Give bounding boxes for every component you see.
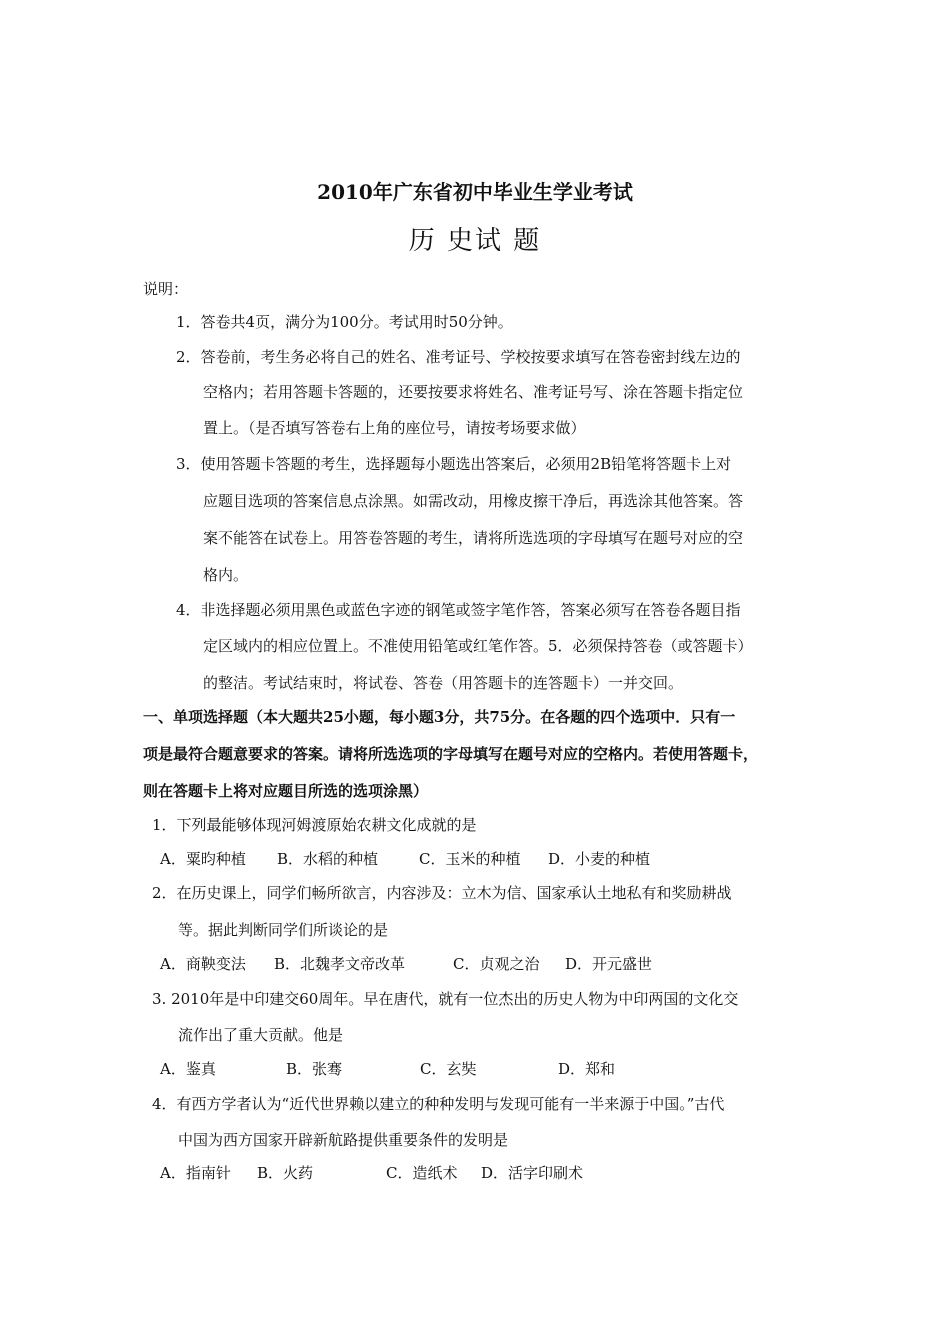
instruction-line: 2．答卷前，考生务必将自己的姓名、准考证号、学校按要求填写在答卷密封线左边的 — [176, 348, 741, 366]
option-a: A．粟昀种植 — [160, 850, 246, 868]
question-stem: 2．在历史课上，同学们畅所欲言，内容涉及：立木为信、国家承认土地私有和奖励耕战 — [152, 884, 732, 902]
option-d: D．郑和 — [558, 1060, 616, 1078]
option-b: B．火药 — [257, 1164, 314, 1182]
question-stem: 4．有西方学者认为“近代世界赖以建立的种种发明与发现可能有一半来源于中国。”古代 — [152, 1095, 725, 1113]
question-stem: 中国为西方国家开辟新航路提供重要条件的发明是 — [178, 1131, 509, 1149]
option-c: C．玄奘 — [420, 1060, 477, 1078]
instruction-line: 格内。 — [203, 566, 249, 584]
option-d: D．活字印刷术 — [481, 1164, 584, 1182]
option-c: C．贞观之治 — [453, 955, 540, 973]
question-stem: 1．下列最能够体现河姆渡原始农耕文化成就的是 — [152, 816, 477, 834]
instructions-label: 说明： — [143, 280, 189, 298]
option-b: B．北魏孝文帝改革 — [274, 955, 406, 973]
option-d: D．小麦的种植 — [548, 850, 651, 868]
option-a: A．商鞅变法 — [160, 955, 246, 973]
option-c: C．玉米的种植 — [419, 850, 521, 868]
question-stem: 等。据此判断同学们所谈论的是 — [178, 921, 389, 939]
instruction-line: 定区域内的相应位置上。不准使用铅笔或红笔作答。5．必须保持答卷（或答题卡） — [203, 637, 753, 655]
instruction-line: 1．答卷共4页，满分为100分。考试用时50分钟。 — [176, 313, 513, 331]
option-b: B．水稻的种植 — [277, 850, 379, 868]
option-c: C．造纸术 — [386, 1164, 458, 1182]
question-stem: 3. 2010年是中印建交60周年。早在唐代，就有一位杰出的历史人物为中印两国的文化交 — [152, 990, 739, 1008]
instruction-line: 空格内；若用答题卡答题的，还要按要求将姓名、准考证号写、涂在答题卡指定位 — [203, 383, 744, 401]
instruction-line: 4．非选择题必须用黑色或蓝色字迹的钢笔或签字笔作答，答案必须写在答卷各题目指 — [176, 601, 741, 619]
option-d: D．开元盛世 — [565, 955, 653, 973]
instruction-line: 3．使用答题卡答题的考生，选择题每小题选出答案后，必须用2B铅笔将答题卡上对 — [176, 455, 732, 473]
exam-title: 2010年广东省初中毕业生学业考试 — [317, 180, 633, 204]
option-a: A．鉴真 — [160, 1060, 216, 1078]
instruction-line: 的整洁。考试结束时，将试卷、答卷（用答题卡的连答题卡）一并交回。 — [203, 674, 684, 692]
exam-subtitle: 历 史试 题 — [408, 226, 542, 256]
question-stem: 流作出了重大贡献。他是 — [178, 1026, 344, 1044]
instruction-line: 案不能答在试卷上。用答卷答题的考生，请将所选选项的字母填写在题号对应的空 — [203, 529, 744, 547]
section-heading-line: 则在答题卡上将对应题目所选的选项涂黑） — [143, 782, 429, 800]
section-heading-line: 项是最符合题意要求的答案。请将所选选项的字母填写在题号对应的空格内。若使用答题卡， — [143, 745, 759, 763]
option-b: B．张骞 — [286, 1060, 343, 1078]
section-heading-line: 一、单项选择题（本大题共25小题，每小题3分，共75分。在各题的四个选项中．只有一 — [143, 708, 736, 726]
option-a: A．指南针 — [160, 1164, 231, 1182]
instruction-line: 置上。（是否填写答卷右上角的座位号，请按考场要求做） — [203, 419, 586, 437]
instruction-line: 应题目选项的答案信息点涂黑。如需改动，用橡皮擦干净后，再选涂其他答案。答 — [203, 492, 744, 510]
